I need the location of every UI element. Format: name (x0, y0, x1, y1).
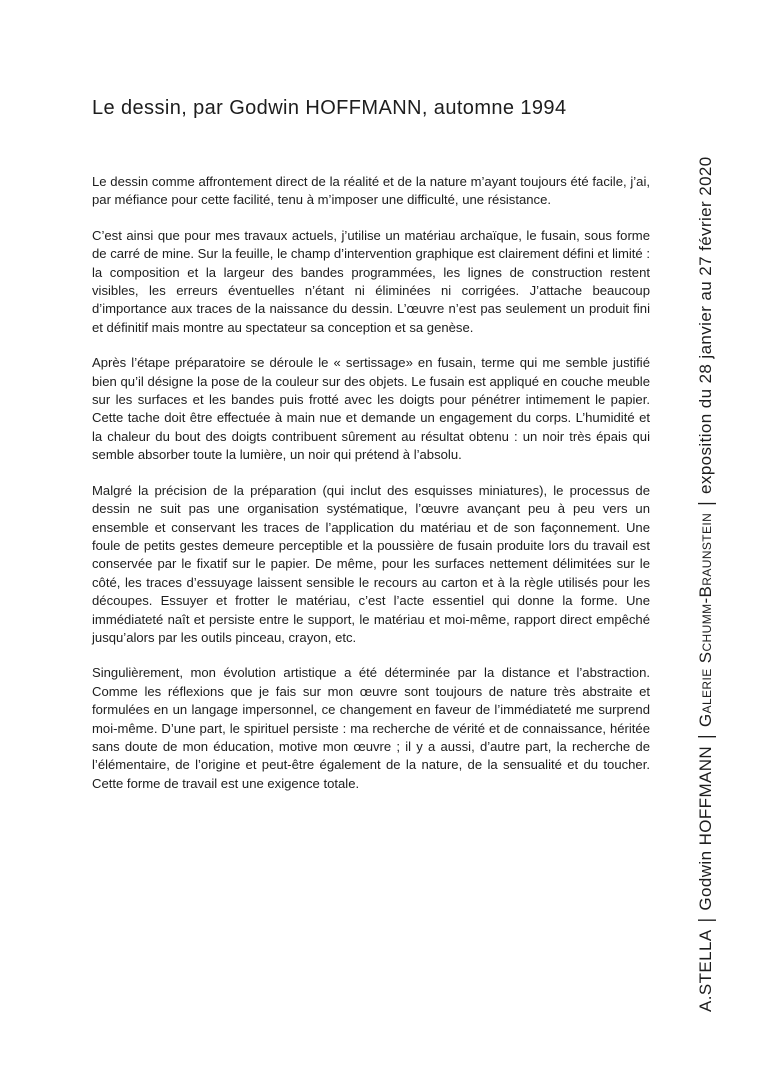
colophon-separator: | (694, 917, 717, 923)
colophon-artist: A.STELLA (696, 929, 715, 1012)
colophon-gallery: Galerie Schumm-Braunstein (696, 512, 715, 728)
paragraph-sertissage: Après l’étape préparatoire se déroule le « sertissage» en fusain, terme qui me semble justifié bien qu’il désigne la pose de la couleur sur des objets. Le fusain est appliqué en couche meuble sur les surfaces et les bandes puis frotté avec les doigts pour pénétrer intimement le papier. Cette tache doit être effectuée à main nue et demande un engagement du corps. L’humidité et la chaleur du bout des doigts contribuent sûrement au résultat obtenu : un noir très épais qui semble absorber toute la lumière, un noir qui prétend à l’absolu. (92, 355, 650, 463)
paragraph-evolution: Singulièrement, mon évolution artistique a été déterminée par la distance et l’abstraction. Comme les réflexions que je fais sur mon œuvre sont toujours de nature très abstraite et formulées en un langage impersonnel, ce changement en faveur de l’immédiateté me surprend moi-même. D’une part, le spirituel persiste : ma recherche de vérité et de connaissance, héritée sans doute de mon éducation, motive mon œuvre ; il y a aussi, d’autre part, la recherche de l’élémentaire, de l’origine et peut-être également de la nature, de la sensualité et du toucher. Cette forme de travail est une exigence totale. (92, 665, 650, 791)
colophon-separator: | (694, 500, 717, 506)
colophon-text (694, 102, 718, 1012)
paragraph-materiau: C’est ainsi que pour mes travaux actuels, j’utilise un matériau archaïque, le fusain, sous forme de carré de mine. Sur la feuille, le champ d’intervention graphique est clairement défini et limité : la composition et la largeur des bandes programmées, les lignes de construction restent visibles, les erreurs éventuelles n’étant ni éliminées ni corrigées. J’attache beaucoup d’importance aux traces de la naissance du dessin. L’œuvre n’est pas seulement un produit fini et définitif mais montre au spectateur sa conception et sa genèse. (92, 227, 650, 335)
paragraph-intro: Le dessin comme affrontement direct de la réalité et de la nature m’ayant toujours été facile, j’ai, par méfiance pour cette facilité, tenu à m’imposer une difficulté, une résistance. (92, 174, 650, 208)
colophon-exhibition-dates: exposition du 28 janvier au 27 février 2020 (696, 156, 715, 494)
page-title: Le dessin, par Godwin HOFFMANN, automne 1994 (92, 97, 567, 119)
vertical-colophon (694, 102, 718, 1012)
document-body (92, 173, 650, 810)
colophon-author: Godwin HOFFMANN (696, 745, 715, 911)
paragraph-processus: Malgré la précision de la préparation (qui inclut des esquisses miniatures), le processus de dessin ne suit pas une organisation systématique, l’œuvre avançant peu à peu vers un ensemble et conservant les traces de l’application du matériau et de son façonnement. Une foule de petits gestes demeure perceptible et la poussière de fusain produite lors du travail est conservée par le fixatif sur le papier. De même, pour les surfaces nettement délimitées sur le côté, les traces d’essuyage laissent sensible le recours au carton et à la règle utilisés pour les découpes. Essuyer et frotter le matériau, c’est l’acte essentiel qui donne la forme. Une immédiateté naît et persiste entre le support, le matériau et moi-même, rapport direct empêché jusqu’alors par les outils pinceau, crayon, etc. (92, 482, 650, 645)
colophon-separator: | (694, 734, 717, 739)
